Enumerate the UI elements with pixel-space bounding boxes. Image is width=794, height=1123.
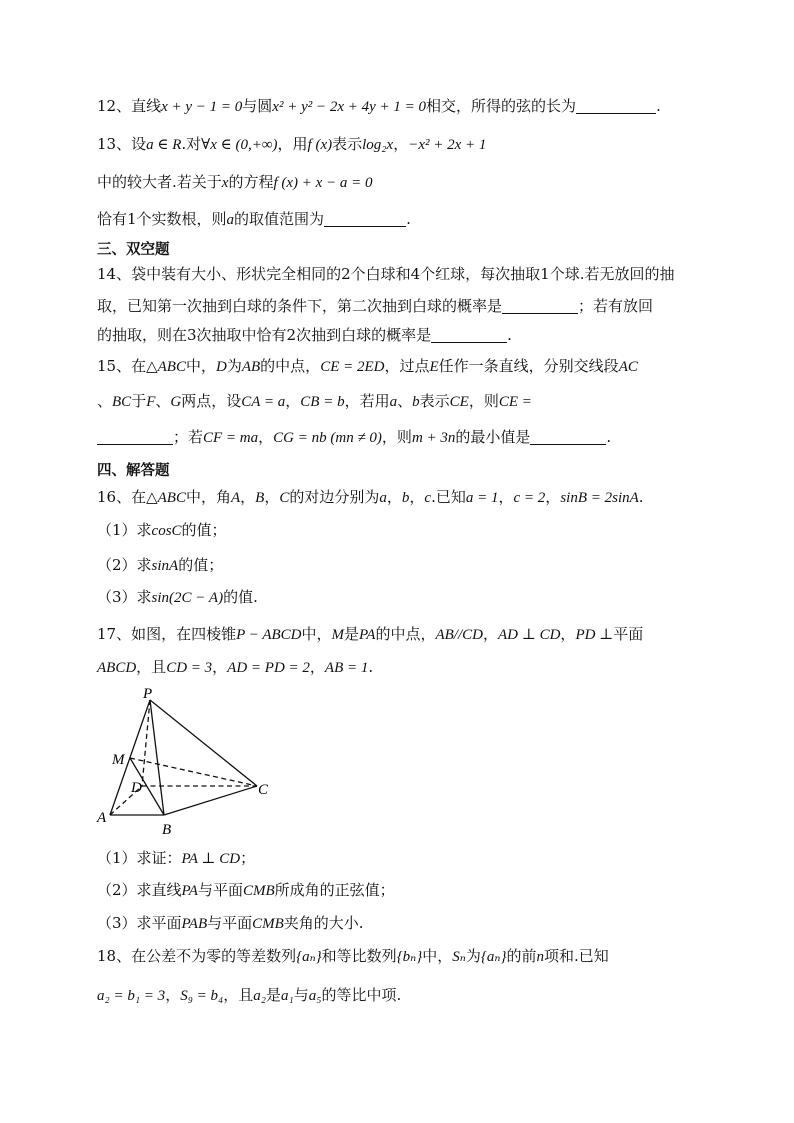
text: ， (560, 625, 576, 643)
question-13-line-3 (97, 209, 411, 230)
text: 13、设 (97, 135, 147, 153)
question-15-line-1 (97, 356, 638, 377)
math: f (x) + x − a = 0 (273, 175, 373, 191)
text: （1）求 (97, 521, 152, 539)
math: {aₙ} (480, 949, 507, 965)
math: A (230, 490, 241, 506)
text: 的抽取，则在3次抽取中恰有2次抽到白球的概率是 (97, 326, 432, 344)
question-14-line-3 (97, 325, 512, 345)
math: a₂ = b₁ = 3 (97, 988, 166, 1004)
math: AD = PD = 2 (227, 660, 310, 676)
math: a (379, 490, 387, 506)
question-12 (97, 96, 661, 117)
text: （3）求平面 (97, 914, 182, 932)
question-14-line-2 (97, 296, 653, 316)
text: ， (482, 625, 498, 643)
edge-PB (150, 700, 164, 815)
label-C: C (258, 782, 269, 798)
question-15-line-2 (97, 391, 532, 412)
text: 的前 (506, 947, 537, 965)
math: {aₙ} (296, 949, 322, 965)
question-14-line-1: 14、袋中装有大小、形状完全相同的2个白球和4个红球，每次抽取1个球.若无放回的抽 (97, 265, 675, 283)
text: ， (264, 488, 280, 506)
label-P: P (143, 686, 153, 702)
label-D: D (131, 780, 142, 796)
math: a₅ (308, 988, 322, 1004)
question-18-line-1 (97, 946, 609, 967)
math: M (331, 627, 345, 643)
math: E (429, 359, 439, 375)
text: 相交，所得的弦的长为 (426, 97, 577, 115)
text: ， (386, 488, 402, 506)
text: （3）求 (97, 588, 152, 606)
math: sinB = 2sinA (560, 490, 639, 506)
text: 15、在 (97, 357, 147, 375)
math: m + 3n (411, 430, 456, 446)
text: 的值； (181, 521, 227, 539)
math: △ABC (146, 359, 186, 375)
math-vector: CB = b (300, 394, 345, 410)
math: a₂ (253, 988, 266, 1004)
text: ，则 (381, 428, 412, 446)
math: x (221, 175, 229, 191)
text: 中， (185, 357, 216, 375)
question-16-part-1 (97, 520, 227, 541)
text: ，若用 (344, 392, 390, 410)
text: 取，已知第一次抽到白球的条件下，第二次抽到白球的概率是 (97, 297, 503, 315)
text: 、 (97, 392, 113, 410)
text: . (507, 326, 512, 344)
text: 与 (293, 986, 309, 1004)
question-16-line-1 (97, 487, 644, 508)
text: 的值. (223, 588, 258, 606)
math: B (255, 490, 265, 506)
text: 、 (155, 392, 171, 410)
math: PD ⊥ (575, 627, 614, 643)
math: △ABC (146, 490, 186, 506)
text: ， (309, 658, 325, 676)
text: 表示 (332, 135, 363, 153)
text: ， (285, 392, 301, 410)
math: ABCD (97, 660, 137, 676)
math: sin(2C − A) (151, 590, 224, 606)
question-17-line-1 (97, 624, 643, 645)
text: 平面 (613, 625, 644, 643)
math: CD = 3 (166, 660, 213, 676)
text: 的取值范围为 (234, 210, 325, 228)
edge-PC (150, 700, 257, 786)
math: c = 2 (513, 490, 546, 506)
text: . (606, 428, 612, 446)
text: 的对边分别为 (289, 488, 380, 506)
text: 18、在公差不为零的等差数列 (97, 947, 297, 965)
math-vector: CA = a (241, 394, 286, 410)
answer-blank[interactable] (431, 326, 507, 343)
math-line-equation: x + y − 1 = 0 (161, 99, 243, 115)
math: {bₙ} (396, 949, 423, 965)
math: AB//CD (435, 627, 483, 643)
text: 12、直线 (97, 97, 162, 115)
label-B: B (162, 822, 172, 838)
math-circle-equation: x² + y² − 2x + 4y + 1 = 0 (272, 99, 427, 115)
math: b (401, 490, 410, 506)
math: ∀x ∈ (0,+∞) (201, 137, 278, 153)
answer-blank[interactable] (530, 428, 606, 445)
text: 的值； (178, 556, 224, 574)
text: ， (212, 658, 228, 676)
question-17-part-2 (97, 880, 395, 901)
text: 的中点， (260, 357, 321, 375)
question-18-line-2 (97, 985, 401, 1006)
math: a (226, 212, 235, 228)
question-13-line-2 (97, 172, 373, 193)
answer-blank[interactable] (97, 428, 173, 445)
math: Sₙ (452, 949, 466, 965)
question-17-part-1 (97, 848, 255, 869)
math: a₁ (281, 988, 294, 1004)
text: 中，角 (185, 488, 231, 506)
text: 于 (131, 392, 147, 410)
math: CMB (242, 883, 275, 899)
math: f (x) (307, 137, 333, 153)
text: 夹角的大小. (283, 914, 364, 932)
label-M: M (112, 752, 125, 768)
text: . (406, 210, 411, 228)
text: .对 (181, 135, 202, 153)
text: ，且 (136, 658, 167, 676)
question-17-part-3 (97, 913, 364, 934)
pyramid-figure (90, 682, 290, 842)
text: 的中点， (375, 625, 436, 643)
text: ， (545, 488, 561, 506)
math: P − ABCD (236, 627, 302, 643)
label-A: A (97, 810, 107, 826)
math: −x² + 2x + 1 (408, 137, 487, 153)
text: 恰有1个实数根，则 (97, 210, 227, 228)
text: ， (240, 488, 256, 506)
text: （2）求直线 (97, 881, 182, 899)
math: n (536, 949, 544, 965)
text: 是 (344, 625, 360, 643)
text: 17、如图，在四棱锥 (97, 625, 237, 643)
text: 16、在 (97, 488, 147, 506)
text: 中的较大者.若关于 (97, 173, 222, 191)
text: （2）求 (97, 556, 152, 574)
math: log₂x (362, 137, 394, 153)
text: ， (409, 488, 425, 506)
text: 、 (397, 392, 413, 410)
math: a ∈ R (146, 137, 182, 153)
text: 为 (465, 947, 481, 965)
math: BC (112, 394, 132, 410)
text: 的方程 (228, 173, 274, 191)
edge-MC (130, 758, 257, 786)
answer-blank[interactable] (502, 297, 578, 314)
math: PA ⊥ CD (181, 851, 241, 867)
math: PA (181, 883, 198, 899)
answer-blank[interactable] (324, 210, 406, 227)
text: ，过点 (384, 357, 430, 375)
math-vector: CE = (498, 394, 532, 410)
text: . (656, 97, 661, 115)
text: 任作一条直线，分别交线段 (438, 357, 619, 375)
question-17-line-2 (97, 657, 373, 678)
text: 表示 (419, 392, 450, 410)
text: 与平面 (207, 914, 253, 932)
text: 为 (226, 357, 242, 375)
math: F (146, 394, 156, 410)
text: 与平面 (197, 881, 243, 899)
question-16-part-3 (97, 587, 258, 608)
text: ；若有放回 (578, 297, 654, 315)
text: ， (258, 428, 274, 446)
math: AC (618, 359, 638, 375)
edge-BC (164, 786, 257, 815)
math-vector: CG = nb (mn ≠ 0) (273, 430, 382, 446)
text: 是 (266, 986, 282, 1004)
text: ， (165, 986, 181, 1004)
question-16-part-2 (97, 555, 223, 576)
math-vector: CE (449, 394, 469, 410)
text: ，用 (277, 135, 308, 153)
math: sinA (151, 558, 179, 574)
text: 的最小值是 (455, 428, 531, 446)
text: 中， (301, 625, 332, 643)
text: 和等比数列 (321, 947, 397, 965)
text: ，则 (468, 392, 499, 410)
answer-blank[interactable] (576, 97, 656, 114)
section-heading: 三、双空题 (97, 242, 170, 258)
text: ，且 (223, 986, 254, 1004)
text: ， (498, 488, 514, 506)
text: . (638, 488, 644, 506)
text: 所成角的正弦值； (274, 881, 395, 899)
math: a (389, 394, 398, 410)
text: ；若 (173, 428, 204, 446)
text: . (368, 658, 374, 676)
text: 中， (422, 947, 453, 965)
text: 的等比中项. (321, 986, 402, 1004)
math: c (424, 490, 432, 506)
text: .已知 (431, 488, 466, 506)
math: AD ⊥ CD (497, 627, 561, 643)
math: a = 1 (465, 490, 499, 506)
section-heading: 四、解答题 (97, 463, 170, 479)
math: AB = 1 (324, 660, 369, 676)
text: 两点，设 (181, 392, 242, 410)
math: CMB (252, 916, 284, 932)
text: 项和.已知 (543, 947, 609, 965)
text: ； (240, 849, 256, 867)
math: G (170, 394, 182, 410)
math-vector: CF = ma (203, 430, 259, 446)
math-vector: CE = 2ED (320, 359, 385, 375)
math: PAB (181, 916, 208, 932)
math: PA (359, 627, 376, 643)
question-15-line-3 (97, 427, 611, 448)
text: ， (393, 135, 409, 153)
math: cosC (151, 523, 182, 539)
text: （1）求证： (97, 849, 182, 867)
question-13-line-1 (97, 134, 486, 155)
math: D (215, 359, 227, 375)
math: S₉ = b₄ (180, 988, 224, 1004)
math: AB (241, 359, 261, 375)
math: C (279, 490, 290, 506)
math: b (412, 394, 420, 410)
text: 与圆 (242, 97, 273, 115)
